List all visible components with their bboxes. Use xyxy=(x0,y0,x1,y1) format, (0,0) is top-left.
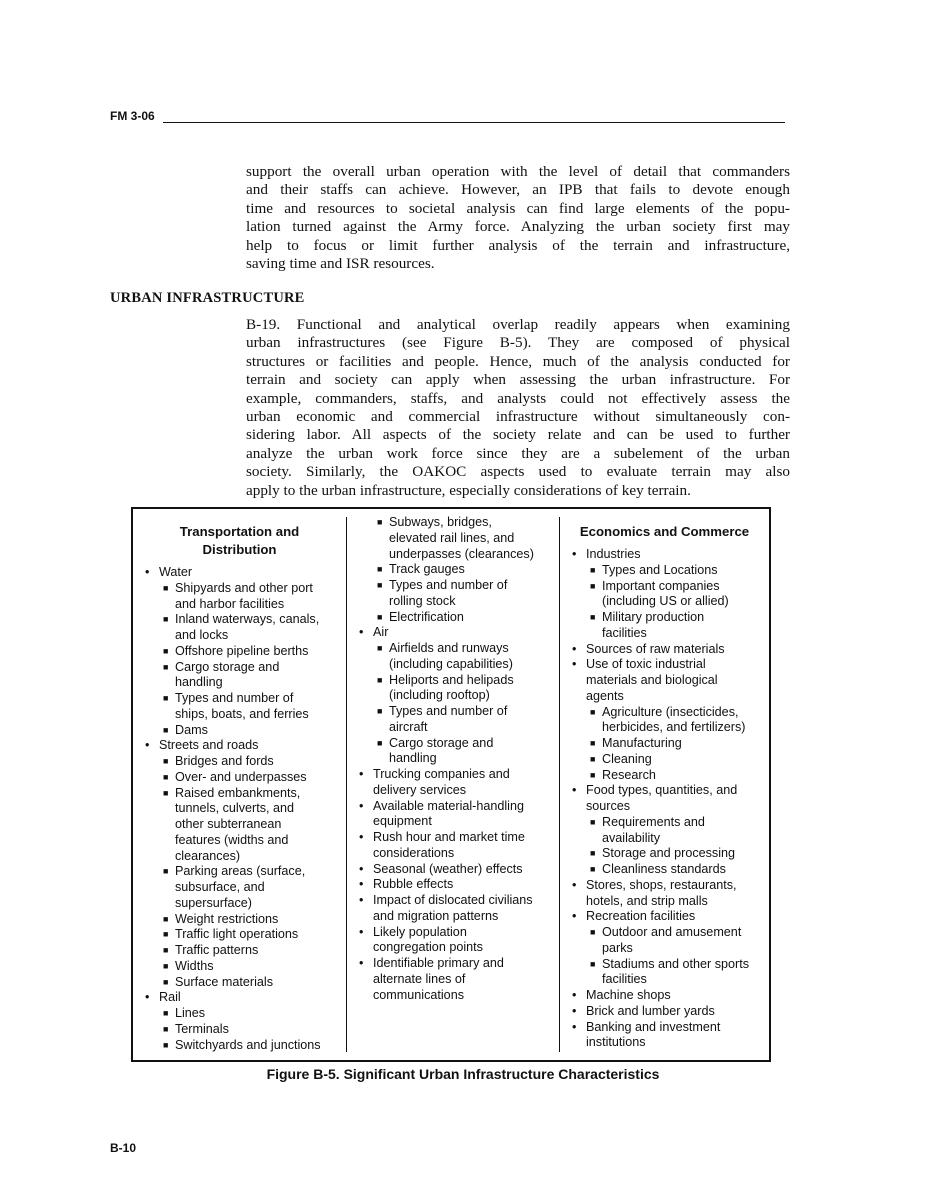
item-text: Cleaning xyxy=(602,751,652,766)
sub-list-item xyxy=(560,705,769,737)
item-text: Inland waterways, canals, and locks xyxy=(175,612,320,642)
sub-list-item xyxy=(133,786,346,865)
bullet-icon: • xyxy=(359,625,364,640)
square-bullet-icon: ■ xyxy=(163,724,169,735)
bullet-icon: • xyxy=(572,1003,577,1018)
sub-list-item xyxy=(133,927,346,943)
item-text: Traffic patterns xyxy=(175,943,259,957)
item-text: Switchyards and junctions xyxy=(175,1037,321,1052)
sub-list-item xyxy=(347,515,559,562)
item-text: Shipyards and other port and harbor facilities xyxy=(175,580,313,611)
bullet-icon: • xyxy=(145,738,150,753)
bullet-icon: • xyxy=(572,877,577,892)
section-heading: URBAN INFRASTRUCTURE xyxy=(110,290,305,306)
item-text: Available material-handling equipment xyxy=(373,798,524,829)
bullet-icon: • xyxy=(359,767,364,781)
text-line: sidering labor. All aspects of the society relate and can be used to further xyxy=(246,426,790,444)
square-bullet-icon: ■ xyxy=(163,1008,169,1018)
text-line: apply to the urban infrastructure, especially considerations of key terrain. xyxy=(246,481,691,499)
square-bullet-icon: ■ xyxy=(377,580,383,590)
list-item xyxy=(347,862,559,878)
item-text: Rubble effects xyxy=(373,877,454,892)
square-bullet-icon: ■ xyxy=(590,753,596,764)
item-text: Stadiums and other sports facilities xyxy=(602,956,750,987)
square-bullet-icon: ■ xyxy=(590,958,596,969)
item-text: Rail xyxy=(159,990,181,1005)
item-text: Surface materials xyxy=(175,974,273,989)
list-item xyxy=(347,767,559,799)
list-item xyxy=(347,925,559,957)
list-item xyxy=(560,878,769,910)
square-bullet-icon: ■ xyxy=(377,517,383,527)
list-item xyxy=(133,990,346,1006)
square-bullet-icon: ■ xyxy=(163,960,169,971)
square-bullet-icon: ■ xyxy=(377,706,383,716)
item-text: Subways, bridges, elevated rail lines, and underpasses (clearances) xyxy=(389,515,534,561)
square-bullet-icon: ■ xyxy=(590,816,596,827)
item-text: Cargo storage and handling xyxy=(175,659,280,690)
item-text: Track gauges xyxy=(389,562,465,577)
bullet-icon: • xyxy=(572,988,577,1002)
sub-list-item xyxy=(347,610,559,626)
item-text: Widths xyxy=(175,958,214,973)
item-text: Agriculture (insecticides, herbicides, and fertilizers) xyxy=(602,704,746,735)
item-text: Important companies (including US or allied) xyxy=(602,578,729,609)
item-text: Airfields and runways (including capabilities) xyxy=(389,641,513,671)
list-item xyxy=(560,1020,769,1052)
square-bullet-icon: ■ xyxy=(163,866,169,877)
text-line: lation turned against the Army force. Analyzing the urban society first may xyxy=(246,218,790,236)
square-bullet-icon: ■ xyxy=(163,645,169,656)
column-transportation-continued xyxy=(347,515,559,1003)
item-text: Types and number of aircraft xyxy=(389,704,508,734)
item-text: Machine shops xyxy=(586,988,671,1002)
bullet-icon: • xyxy=(359,956,364,970)
bullet-icon: • xyxy=(572,783,577,798)
item-text: Lines xyxy=(175,1006,206,1020)
sub-list-item xyxy=(560,752,769,768)
square-bullet-icon: ■ xyxy=(377,674,383,685)
item-text: Stores, shops, restaurants, hotels, and strip malls xyxy=(586,877,737,908)
list-item xyxy=(133,565,346,581)
item-text: Traffic light operations xyxy=(175,927,299,942)
square-bullet-icon: ■ xyxy=(163,614,169,625)
header-rule xyxy=(163,122,785,123)
text-line: and their staffs can achieve. However, an IPB that fails to devote enough xyxy=(246,181,790,199)
item-text: Sources of raw materials xyxy=(586,641,725,656)
square-bullet-icon: ■ xyxy=(163,756,169,766)
square-bullet-icon: ■ xyxy=(590,612,596,622)
sub-list-item xyxy=(133,959,346,975)
bullet-icon: • xyxy=(572,547,577,561)
bullet-icon: • xyxy=(359,893,364,907)
bullet-icon: • xyxy=(572,909,577,924)
item-text: Military production facilities xyxy=(602,610,705,640)
item-text: Research xyxy=(602,767,656,782)
sub-list-item xyxy=(133,644,346,660)
sub-list-item xyxy=(560,815,769,847)
sub-list-item xyxy=(560,563,769,579)
square-bullet-icon: ■ xyxy=(590,706,596,717)
sub-list-item xyxy=(133,723,346,739)
running-header: FM 3-06 xyxy=(110,109,155,123)
sub-list-item xyxy=(133,864,346,911)
item-text: Offshore pipeline berths xyxy=(175,643,309,658)
list-item xyxy=(347,877,559,893)
item-text: Seasonal (weather) effects xyxy=(373,861,523,876)
paragraph-continuation xyxy=(246,163,790,273)
square-bullet-icon: ■ xyxy=(590,864,596,874)
paragraph-b19 xyxy=(246,316,790,500)
square-bullet-icon: ■ xyxy=(377,564,383,575)
figure-box xyxy=(131,507,771,1062)
sub-list-item xyxy=(347,578,559,610)
bullet-icon: • xyxy=(359,924,364,939)
item-text: Impact of dislocated civilians and migration patterns xyxy=(373,893,533,923)
item-text: Manufacturing xyxy=(602,736,682,750)
item-text: Cargo storage and handling xyxy=(389,735,494,766)
sub-list-item xyxy=(347,704,559,736)
list-item xyxy=(560,783,769,815)
item-text: Water xyxy=(159,565,193,579)
item-text: Raised embankments, tunnels, culverts, and other subterranean features (widths and clearances) xyxy=(175,785,301,863)
item-text: Terminals xyxy=(175,1021,229,1036)
item-text: Types and number of ships, boats, and ferries xyxy=(175,691,309,721)
item-text: Cleanliness standards xyxy=(602,862,726,876)
sub-list-item xyxy=(347,673,559,705)
sub-list-item xyxy=(133,975,346,991)
text-line: society. Similarly, the OAKOC aspects used to evaluate terrain may also xyxy=(246,463,790,481)
list-item xyxy=(560,657,769,704)
square-bullet-icon: ■ xyxy=(163,661,169,672)
text-line: urban infrastructures (see Figure B-5). They are composed of physical xyxy=(246,334,790,352)
sub-list-item xyxy=(347,562,559,578)
item-text: Parking areas (surface, subsurface, and supersurface) xyxy=(175,864,306,910)
sub-list-item xyxy=(133,612,346,644)
page-number: B-10 xyxy=(110,1141,137,1155)
square-bullet-icon: ■ xyxy=(163,929,169,940)
item-text: Likely population congregation points xyxy=(373,924,483,955)
bullet-icon: • xyxy=(359,861,364,876)
square-bullet-icon: ■ xyxy=(163,1023,169,1034)
sub-list-item xyxy=(133,1038,346,1054)
sub-list-item xyxy=(560,610,769,642)
bullet-icon: • xyxy=(572,641,577,656)
bullet-icon: • xyxy=(359,830,364,844)
square-bullet-icon: ■ xyxy=(590,564,596,575)
square-bullet-icon: ■ xyxy=(590,848,596,859)
sub-list-item xyxy=(133,754,346,770)
bullet-icon: • xyxy=(359,877,364,892)
sub-list-item xyxy=(560,579,769,611)
column-heading: Transportation and Distribution xyxy=(179,524,300,557)
bullet-icon: • xyxy=(359,798,364,813)
item-text: Heliports and helipads (including rooftop) xyxy=(389,672,514,703)
sub-list-item xyxy=(560,862,769,878)
square-bullet-icon: ■ xyxy=(163,582,169,593)
text-line: structures or facilities and people. Hence, much of the analysis conducted for xyxy=(246,352,790,370)
text-line: help to focus or limit further analysis of the terrain and infrastructure, xyxy=(246,236,790,254)
sub-list-item xyxy=(133,1022,346,1038)
item-text: Brick and lumber yards xyxy=(586,1003,715,1018)
sub-list-item xyxy=(133,912,346,928)
item-text: Banking and investment institutions xyxy=(586,1019,721,1050)
square-bullet-icon: ■ xyxy=(590,927,596,937)
text-line: time and resources to societal analysis can find large elements of the popu- xyxy=(246,199,790,217)
text-line: example, commanders, staffs, and analysts could not effectively assess the xyxy=(246,389,790,407)
sub-list-item xyxy=(133,1006,346,1022)
square-bullet-icon: ■ xyxy=(163,913,169,924)
item-text: Over- and underpasses xyxy=(175,769,307,784)
list-item xyxy=(347,830,559,862)
bullet-icon: • xyxy=(572,1019,577,1034)
square-bullet-icon: ■ xyxy=(163,945,169,955)
square-bullet-icon: ■ xyxy=(163,1039,169,1050)
item-text: Dams xyxy=(175,722,208,737)
list-item xyxy=(560,1004,769,1020)
item-text: Rush hour and market time considerations xyxy=(373,830,525,860)
list-item xyxy=(347,625,559,641)
list-item xyxy=(560,988,769,1004)
item-text: Requirements and availability xyxy=(602,814,705,845)
list-item xyxy=(560,909,769,925)
sub-list-item xyxy=(133,660,346,692)
list-item xyxy=(133,738,346,754)
item-text: Storage and processing xyxy=(602,846,736,861)
list-item xyxy=(347,893,559,925)
text-line: urban economic and commercial infrastructure without simultaneously con- xyxy=(246,408,790,426)
column-economics xyxy=(560,523,769,1051)
square-bullet-icon: ■ xyxy=(590,580,596,591)
sub-list-item xyxy=(560,768,769,784)
square-bullet-icon: ■ xyxy=(377,611,383,622)
item-text: Electrification xyxy=(389,609,464,624)
sub-list-item xyxy=(560,846,769,862)
bullet-icon: • xyxy=(145,990,150,1005)
item-text: Food types, quantities, and sources xyxy=(586,783,738,813)
list-item xyxy=(347,956,559,1003)
sub-list-item xyxy=(560,925,769,957)
sub-list-item xyxy=(133,581,346,613)
text-line: B-19. Functional and analytical overlap readily appears when examining xyxy=(246,316,790,333)
item-text: Air xyxy=(373,625,389,640)
sub-list-item xyxy=(133,691,346,723)
sub-list-item xyxy=(560,736,769,752)
item-text: Industries xyxy=(586,547,641,561)
list-item xyxy=(347,799,559,831)
text-line: terrain and society can apply when assessing the urban infrastructure. For xyxy=(246,371,790,389)
item-text: Identifiable primary and alternate lines of communications xyxy=(373,956,504,1002)
sub-list-item xyxy=(133,943,346,959)
column-transportation xyxy=(133,523,346,1053)
bullet-icon: • xyxy=(145,565,150,579)
square-bullet-icon: ■ xyxy=(163,693,169,703)
item-text: Outdoor and amusement parks xyxy=(602,925,742,955)
square-bullet-icon: ■ xyxy=(163,976,169,987)
square-bullet-icon: ■ xyxy=(377,643,383,653)
figure-caption: Figure B-5. Significant Urban Infrastructure Characteristics xyxy=(266,1066,660,1082)
text-line: analyze the urban work force since they are a subelement of the urban xyxy=(246,444,790,462)
bullet-icon: • xyxy=(572,657,577,672)
square-bullet-icon: ■ xyxy=(377,737,383,748)
item-text: Use of toxic industrial materials and biological agents xyxy=(586,657,718,703)
item-text: Bridges and fords xyxy=(175,754,274,768)
item-text: Trucking companies and delivery services xyxy=(373,767,510,797)
item-text: Types and Locations xyxy=(602,562,718,577)
text-line: saving time and ISR resources. xyxy=(246,255,435,273)
square-bullet-icon: ■ xyxy=(163,771,169,782)
list-item xyxy=(560,642,769,658)
item-text: Weight restrictions xyxy=(175,911,279,926)
item-text: Streets and roads xyxy=(159,738,259,753)
sub-list-item xyxy=(133,770,346,786)
square-bullet-icon: ■ xyxy=(590,769,596,780)
item-text: Types and number of rolling stock xyxy=(389,578,508,608)
text-line: support the overall urban operation with the level of detail that commanders xyxy=(246,163,790,180)
square-bullet-icon: ■ xyxy=(590,738,596,748)
list-item xyxy=(560,547,769,563)
sub-list-item xyxy=(347,736,559,768)
item-text: Recreation facilities xyxy=(586,909,696,924)
square-bullet-icon: ■ xyxy=(163,787,169,798)
sub-list-item xyxy=(347,641,559,673)
sub-list-item xyxy=(560,957,769,989)
column-heading: Economics and Commerce xyxy=(579,524,750,539)
